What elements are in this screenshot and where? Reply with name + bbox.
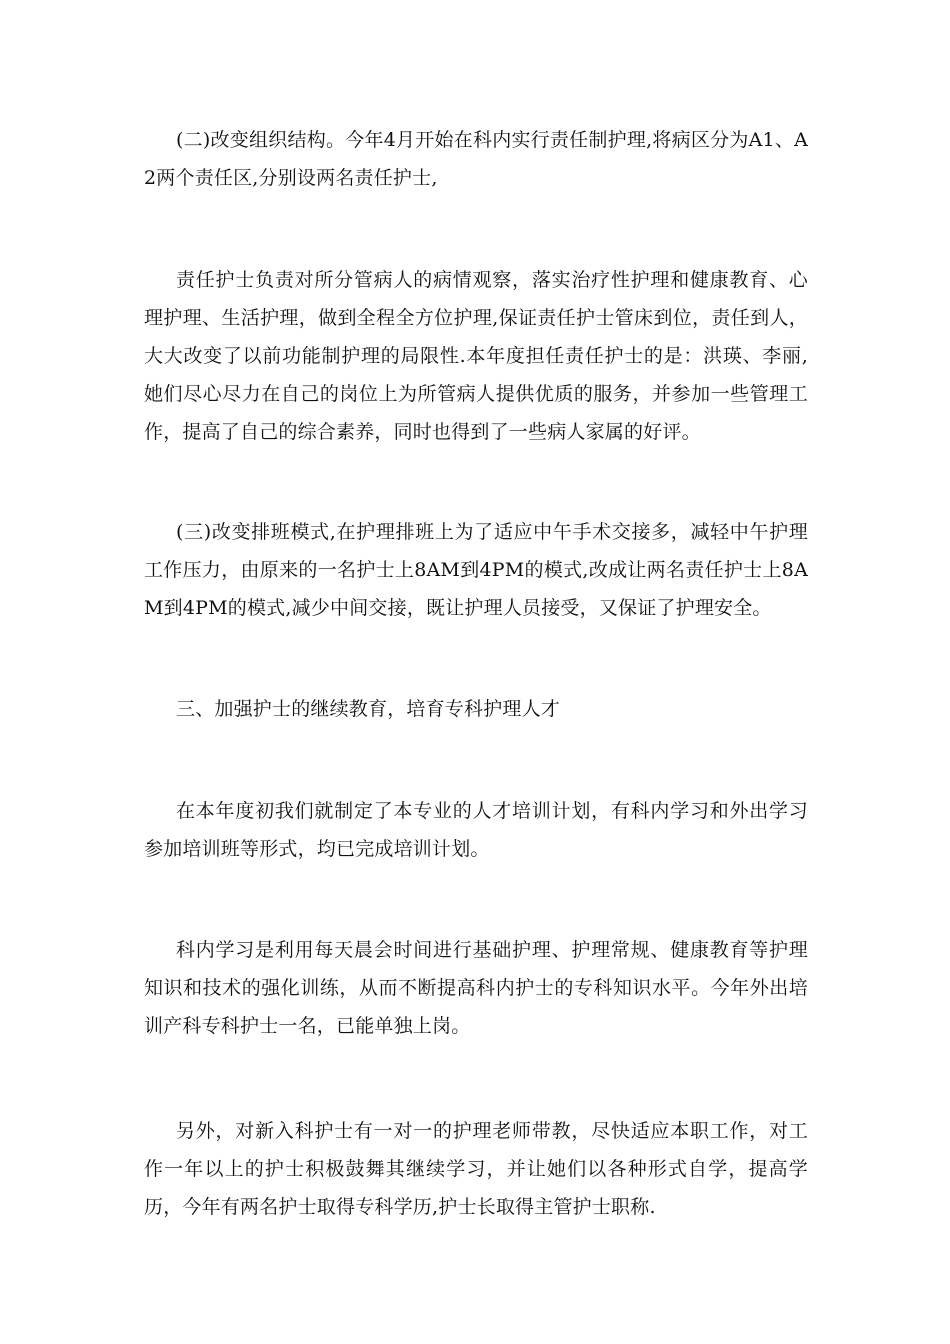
paragraph-in-department-learning: 科内学习是利用每天晨会时间进行基础护理、护理常规、健康教育等护理知识和技术的强化训练，从而不断提高科内护士的专科知识水平。今年外出培训产科专科护士一名，已能单独上岗。 (144, 939, 808, 1037)
section-heading-continuing-education: 三、加强护士的继续教育，培育专科护理人才 (176, 698, 561, 720)
paragraph-new-nurse-mentoring: 另外，对新入科护士有一对一的护理老师带教，尽快适应本职工作，对工作一年以上的护士积极鼓舞其继续学习，并让她们以各种形式自学，提高学历，今年有两名护士取得专科学历,护士长取得主管护士职称. (144, 1120, 808, 1218)
paragraph-responsible-nurse-duties: 责任护士负责对所分管病人的病情观察，落实治疗性护理和健康教育、心理护理、生活护理，做到全程全方位护理,保证责任护士管床到位，责任到人，大大改变了以前功能制护理的局限性.本年度担任责任护士的是：洪瑛、李丽,她们尽心尽力在自己的岗位上为所管病人提供优质的服务，并参加一些管理工作，提高了自己的综合素养，同时也得到了一些病人家属的好评。 (144, 269, 808, 443)
paragraph-training-plan: 在本年度初我们就制定了本专业的人才培训计划，有科内学习和外出学习参加培训班等形式，均已完成培训计划。 (144, 800, 808, 860)
paragraph-organization-structure: (二)改变组织结构。今年4月开始在科内实行责任制护理,将病区分为A1、A2两个责任区,分别设两名责任护士, (144, 129, 808, 189)
paragraph-shift-schedule: (三)改变排班模式,在护理排班上为了适应中午手术交接多，减轻中午护理工作压力，由原来的一名护士上8AM到4PM的模式,改成让两名责任护士上8AM到4PM的模式,减少中间交接，既让护理人员接受，又保证了护理安全。 (144, 521, 808, 619)
